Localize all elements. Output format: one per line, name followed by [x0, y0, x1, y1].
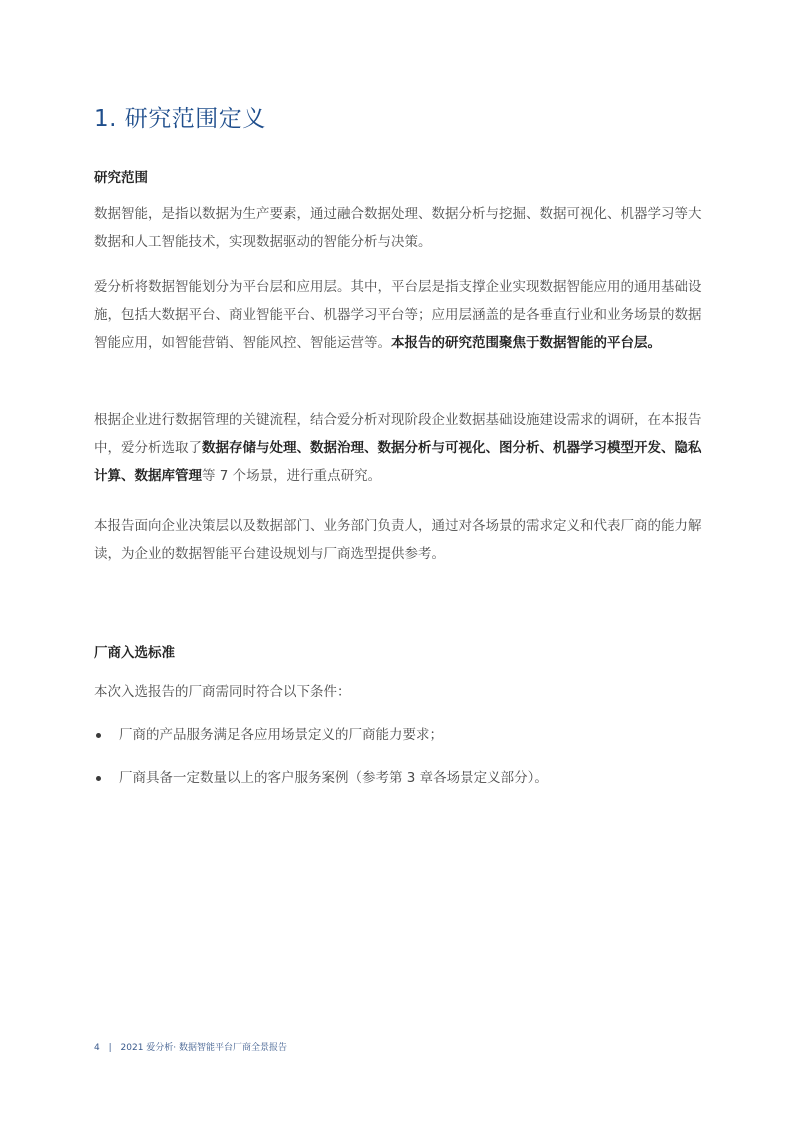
footer-page-number: 4 — [94, 1043, 100, 1053]
paragraph-scenarios-tail: 等 7 个场景，进行重点研究。 — [202, 468, 382, 484]
paragraph-scenarios-intro: 根据企业进行数据管理的关键流程，结合爱分析对现阶段企业数据基础设施建设需求的调研，在本报告中，爱分析选取了 — [94, 412, 702, 456]
footer-report-title: 2021 爱分析· 数据智能平台厂商全景报告 — [120, 1043, 288, 1053]
bullet-dot-icon — [96, 733, 101, 738]
footer-separator: | — [108, 1043, 112, 1053]
paragraph-scenarios-list: 数据存储与处理、数据治理、数据分析与可视化、图分析、机器学习模型开发、隐私计算、数据库管理 — [94, 440, 702, 484]
paragraph-layers — [94, 273, 706, 357]
list-item-text: 厂商的产品服务满足各应用场景定义的厂商能力要求； — [119, 727, 443, 743]
paragraph-layers-emphasis: 本报告的研究范围聚焦于数据智能的平台层。 — [391, 335, 661, 351]
bullet-dot-icon — [96, 776, 101, 781]
section-title-vendor-criteria: 厂商入选标准 — [94, 645, 175, 661]
paragraph-criteria-intro: 本次入选报告的厂商需同时符合以下条件： — [94, 684, 351, 700]
paragraph-scenarios — [94, 406, 706, 490]
page-footer — [94, 1040, 293, 1053]
page-heading: 1. 研究范围定义 — [94, 106, 266, 132]
paragraph-definition: 数据智能，是指以数据为生产要素，通过融合数据处理、数据分析与挖掘、数据可视化、机器学习等大数据和人工智能技术，实现数据驱动的智能分析与决策。 — [94, 206, 702, 250]
paragraph-layers-text: 爱分析将数据智能划分为平台层和应用层。其中，平台层是指支撑企业实现数据智能应用的通用基础设施，包括大数据平台、商业智能平台、机器学习平台等；应用层涵盖的是各垂直行业和业务场景的数据智能应用，如智能营销、智能风控、智能运营等。 — [94, 279, 702, 351]
list-item-text: 厂商具备一定数量以上的客户服务案例（参考第 3 章各场景定义部分）。 — [119, 770, 548, 786]
paragraph-audience: 本报告面向企业决策层以及数据部门、业务部门负责人，通过对各场景的需求定义和代表厂商的能力解读，为企业的数据智能平台建设规划与厂商选型提供参考。 — [94, 518, 702, 562]
section-title-research-scope: 研究范围 — [94, 170, 148, 186]
